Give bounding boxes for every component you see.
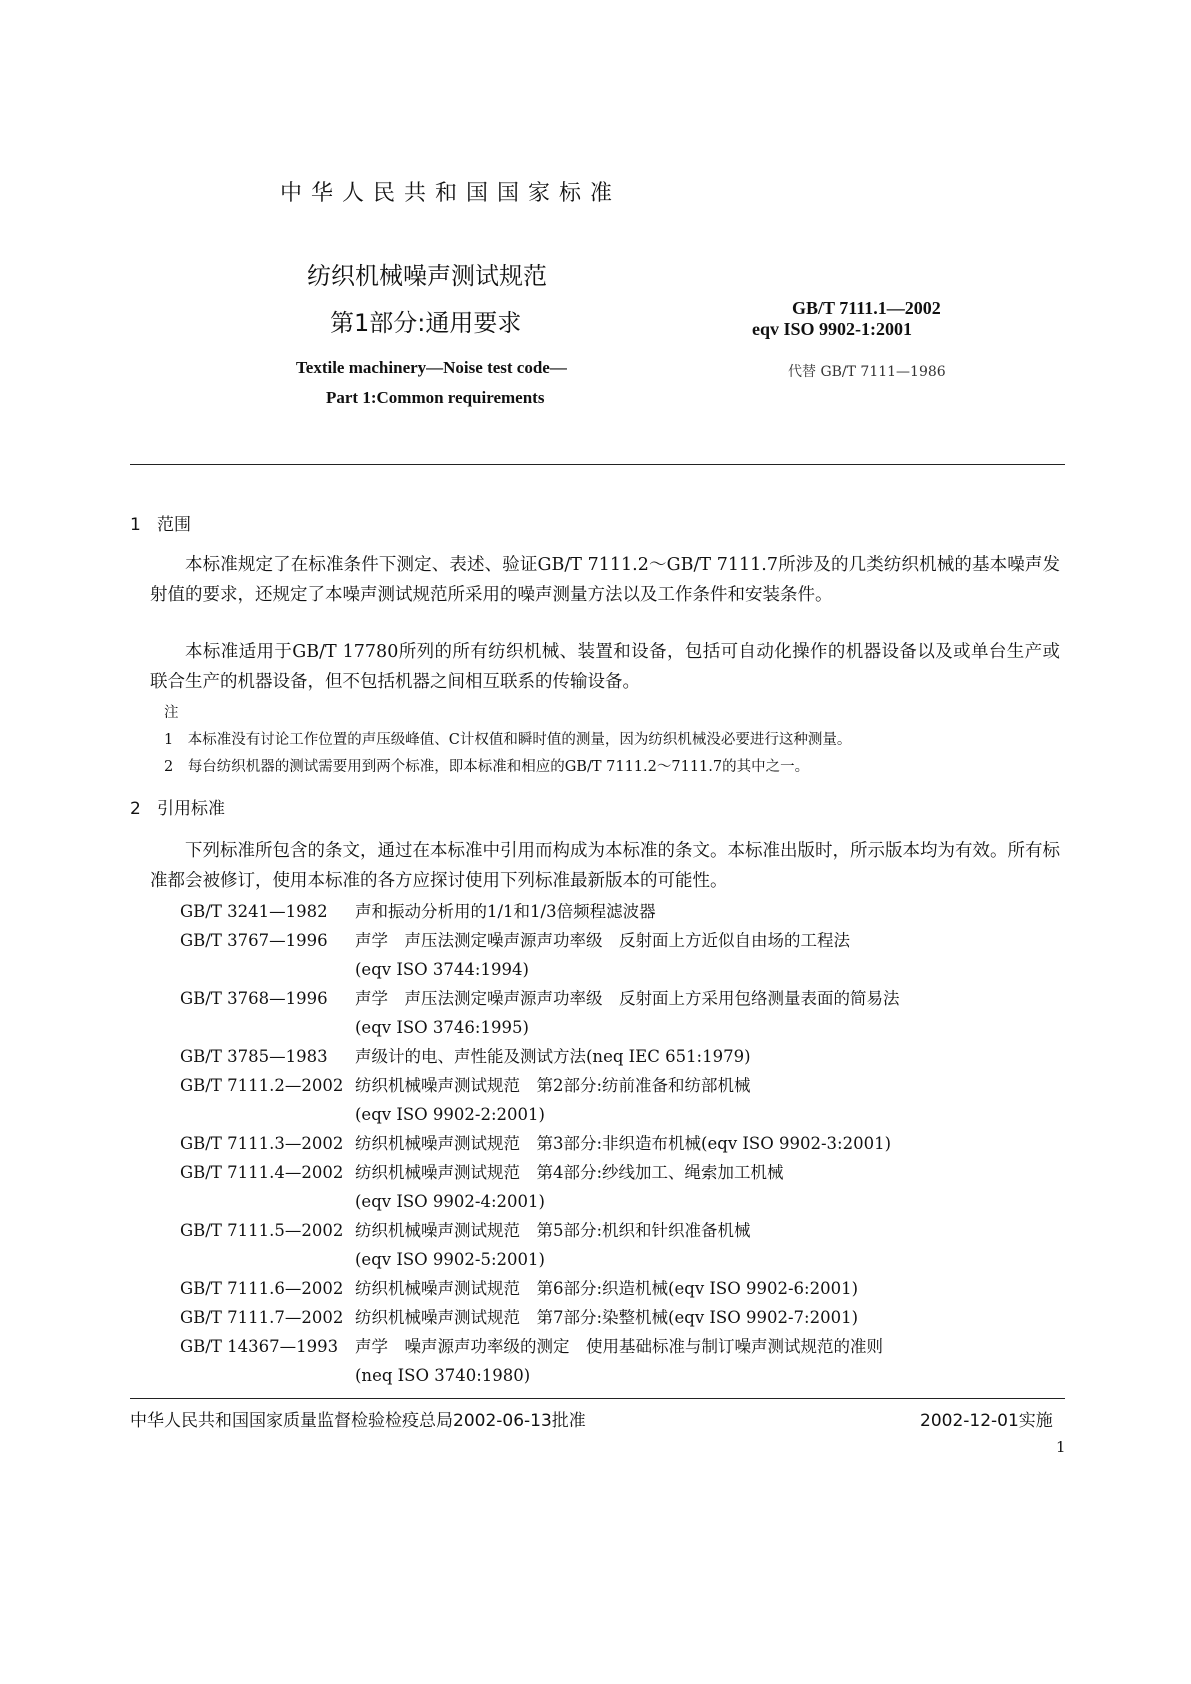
title-en-2: Part 1:Common requirements bbox=[326, 388, 545, 407]
section-1-heading: 1 范围 bbox=[130, 515, 192, 535]
reference-item bbox=[180, 1129, 891, 1158]
reference-item bbox=[180, 1216, 751, 1245]
page-number: 1 bbox=[1056, 1438, 1066, 1456]
header-divider bbox=[130, 464, 1065, 465]
note-label: 注 bbox=[164, 705, 179, 721]
reference-code: GB/T 7111.4—2002 bbox=[180, 1163, 344, 1182]
reference-title: 纺织机械噪声测试规范 第7部分:染整机械(eqv ISO 9902-7:2001) bbox=[355, 1308, 859, 1327]
reference-title: 纺织机械噪声测试规范 第2部分:纺前准备和纺部机械 bbox=[355, 1076, 751, 1095]
reference-equivalence: (eqv ISO 3744:1994) bbox=[355, 960, 529, 979]
reference-item bbox=[180, 926, 850, 955]
section-2-paragraph: 下列标准所包含的条文，通过在本标准中引用而构成为本标准的条文。本标准出版时，所示版本均为有效。所有标准都会被修订，使用本标准的各方应探讨使用下列标准最新版本的可能性。 bbox=[150, 841, 1060, 891]
reference-equivalence: (eqv ISO 9902-4:2001) bbox=[355, 1192, 545, 1211]
national-standard-header: 中华人民共和国国家标准 bbox=[280, 181, 622, 206]
note-2: 2 每台纺织机器的测试需要用到两个标准，即本标准和相应的GB/T 7111.2～7111.7的其中之一。 bbox=[164, 759, 810, 775]
reference-code: GB/T 3768—1996 bbox=[180, 989, 328, 1008]
section-1-paragraph-2: 本标准适用于GB/T 17780所列的所有纺织机械、装置和设备，包括可自动化操作的机器设备以及或单台生产或联合生产的机器设备，但不包括机器之间相互联系的传输设备。 bbox=[150, 642, 1060, 692]
reference-code: GB/T 7111.5—2002 bbox=[180, 1221, 344, 1240]
note-1: 1 本标准没有讨论工作位置的声压级峰值、C计权值和瞬时值的测量，因为纺织机械没必要进行这种测量。 bbox=[164, 732, 852, 748]
reference-title: 声学 声压法测定噪声源声功率级 反射面上方近似自由场的工程法 bbox=[355, 931, 850, 950]
reference-code: GB/T 7111.2—2002 bbox=[180, 1076, 344, 1095]
standard-number: GB/T 7111.1—2002 bbox=[792, 298, 941, 318]
reference-code: GB/T 7111.3—2002 bbox=[180, 1134, 344, 1153]
approval-statement: 中华人民共和国国家质量监督检验检疫总局2002-06-13批准 bbox=[130, 1411, 586, 1431]
reference-code: GB/T 3241—1982 bbox=[180, 902, 328, 921]
footer-divider bbox=[130, 1398, 1065, 1399]
reference-equivalence: (eqv ISO 9902-5:2001) bbox=[355, 1250, 545, 1269]
reference-code: GB/T 7111.6—2002 bbox=[180, 1279, 344, 1298]
reference-title: 声学 噪声源声功率级的测定 使用基础标准与制订噪声测试规范的准则 bbox=[355, 1337, 883, 1356]
reference-code: GB/T 7111.7—2002 bbox=[180, 1308, 344, 1327]
reference-title: 纺织机械噪声测试规范 第3部分:非织造布机械(eqv ISO 9902-3:2001) bbox=[355, 1134, 892, 1153]
equivalent-standard: eqv ISO 9902-1:2001 bbox=[752, 319, 913, 339]
reference-item bbox=[180, 1332, 883, 1361]
reference-title: 纺织机械噪声测试规范 第5部分:机织和针织准备机械 bbox=[355, 1221, 751, 1240]
reference-item bbox=[180, 1274, 858, 1303]
title-en-1: Textile machinery—Noise test code— bbox=[296, 358, 567, 377]
reference-item bbox=[180, 984, 900, 1013]
reference-item bbox=[180, 1303, 858, 1332]
reference-title: 声和振动分析用的1/1和1/3倍频程滤波器 bbox=[355, 902, 656, 921]
section-2-heading: 2 引用标准 bbox=[130, 799, 226, 819]
reference-code: GB/T 3785—1983 bbox=[180, 1047, 328, 1066]
effective-date: 2002-12-01实施 bbox=[920, 1411, 1053, 1431]
reference-equivalence: (neq ISO 3740:1980) bbox=[355, 1366, 531, 1385]
title-cn-2: 第1部分:通用要求 bbox=[330, 309, 522, 337]
section-1-paragraph-1: 本标准规定了在标准条件下测定、表述、验证GB/T 7111.2～GB/T 7111.7所涉及的几类纺织机械的基本噪声发射值的要求，还规定了本噪声测试规范所采用的噪声测量方法以及工作条件和安装条件。 bbox=[150, 555, 1060, 605]
title-cn-1: 纺织机械噪声测试规范 bbox=[307, 262, 547, 290]
reference-code: GB/T 3767—1996 bbox=[180, 931, 328, 950]
reference-code: GB/T 14367—1993 bbox=[180, 1337, 339, 1356]
reference-item bbox=[180, 897, 656, 926]
reference-title: 声级计的电、声性能及测试方法(neq IEC 651:1979) bbox=[355, 1047, 751, 1066]
reference-title: 声学 声压法测定噪声源声功率级 反射面上方采用包络测量表面的简易法 bbox=[355, 989, 900, 1008]
replaces-standard: 代替 GB/T 7111—1986 bbox=[788, 364, 946, 380]
reference-item bbox=[180, 1158, 784, 1187]
reference-item bbox=[180, 1042, 751, 1071]
reference-equivalence: (eqv ISO 3746:1995) bbox=[355, 1018, 529, 1037]
reference-title: 纺织机械噪声测试规范 第4部分:纱线加工、绳索加工机械 bbox=[355, 1163, 784, 1182]
reference-equivalence: (eqv ISO 9902-2:2001) bbox=[355, 1105, 545, 1124]
reference-title: 纺织机械噪声测试规范 第6部分:织造机械(eqv ISO 9902-6:2001) bbox=[355, 1279, 859, 1298]
reference-item bbox=[180, 1071, 751, 1100]
